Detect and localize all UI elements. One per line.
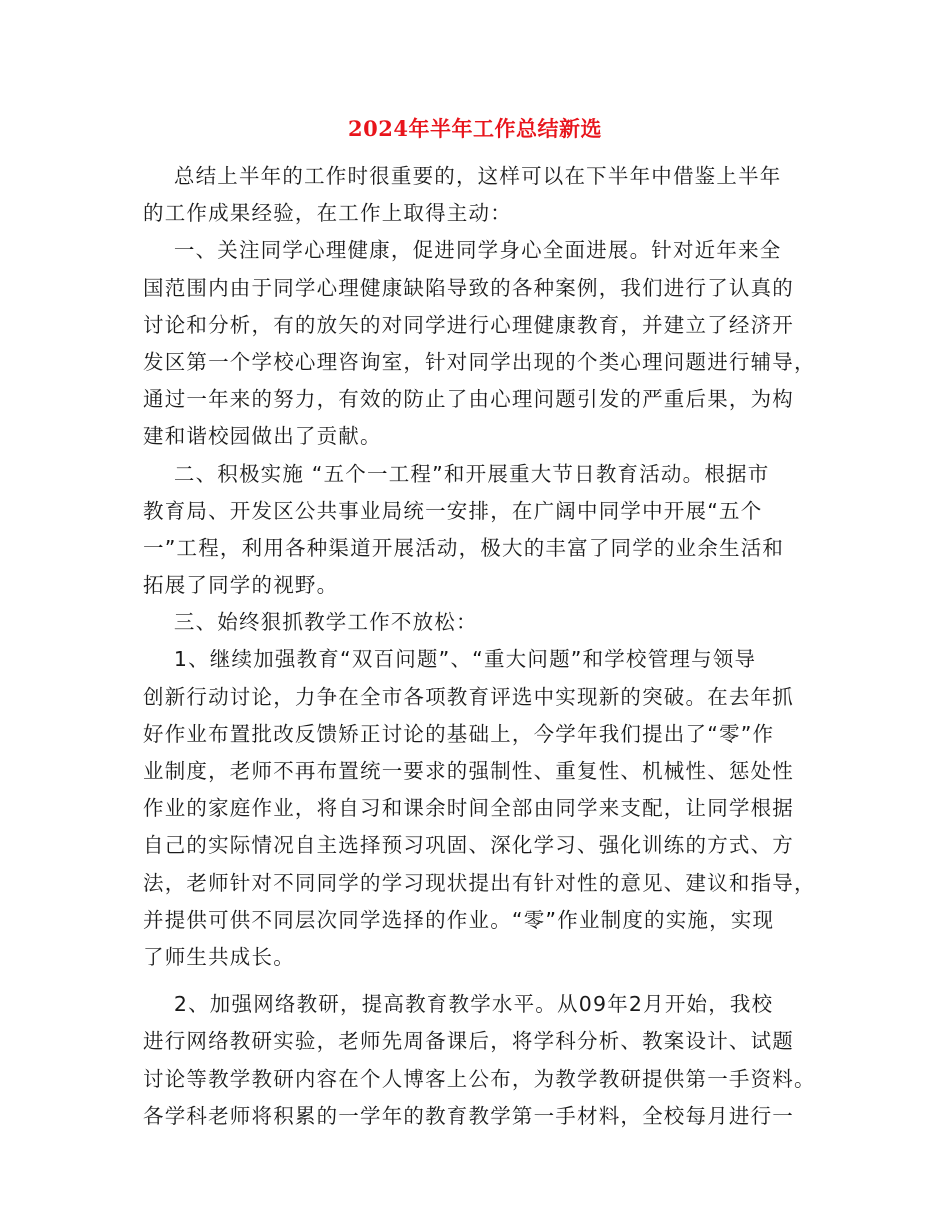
body-line: 三、始终狠抓教学工作不放松： [143, 610, 478, 635]
body-line: 通过一年来的努力，有效的防止了由心理问题引发的严重后果，为构 [143, 387, 794, 412]
body-line: 总结上半年的工作时很重要的，这样可以在下半年中借鉴上半年 [143, 164, 782, 188]
body-line: 发区第一个学校心理咨询室，针对同学出现的个类心理问题进行辅导， [143, 349, 816, 374]
body-line: 2、加强网络教研，提高教育教学水平。从09年2月开始，我校 [143, 992, 774, 1017]
body-line: 一、关注同学心理健康，促进同学身心全面进展。针对近年来全 [143, 238, 782, 263]
body-line: 并提供可供不同层次同学选择的作业。“零”作业制度的实施，实现 [143, 907, 775, 932]
body-line: 自己的实际情况自主选择预习巩固、深化学习、强化训练的方式、方 [143, 833, 794, 858]
body-line: 二、积极实施 “五个一工程”和开展重大节日教育活动。根据市 [143, 461, 770, 486]
body-line: 讨论等教学教研内容在个人博客上公布，为教学教研提供第一手资料。 [143, 1066, 816, 1091]
body-line: 讨论和分析，有的放矢的对同学进行心理健康教育，并建立了经济开 [143, 312, 794, 337]
body-line: 作业的家庭作业，将自习和课余时间全部由同学来支配，让同学根据 [143, 796, 794, 821]
body-line: 创新行动讨论，力争在全市各项教育评选中实现新的突破。在去年抓 [143, 684, 794, 709]
body-line: 各学科老师将积累的一学年的教育教学第一手材料，全校每月进行一 [143, 1103, 794, 1128]
body-line: 一”工程，利用各种渠道开展活动，极大的丰富了同学的业余生活和 [143, 535, 785, 560]
body-line: 业制度，老师不再布置统一要求的强制性、重复性、机械性、惩处性 [143, 759, 794, 783]
body-line: 教育局、开发区公共事业局统一安排，在广阔中同学中开展“五个 [143, 498, 763, 523]
body-line: 拓展了同学的视野。 [143, 573, 339, 598]
body-line: 建和谐校园做出了贡献。 [143, 424, 382, 449]
body-line: 了师生共成长。 [143, 944, 295, 969]
body-line: 国范围内由于同学心理健康缺陷导致的各种案例，我们进行了认真的 [143, 275, 794, 300]
body-line: 法，老师针对不同同学的学习现状提出有针对性的意见、建议和指导， [143, 870, 816, 895]
body-line: 好作业布置批改反馈矫正讨论的基础上，今学年我们提出了“零”作 [143, 721, 775, 746]
body-line: 的工作成果经验，在工作上取得主动： [143, 201, 512, 226]
paragraph-gap [143, 976, 807, 986]
body-line: 进行网络教研实验，老师先周备课后，将学科分析、教案设计、试题 [143, 1029, 794, 1054]
document-body [143, 158, 816, 1135]
document-title: 2024年半年工作总结新选 [348, 116, 602, 141]
body-line: 1、继续加强教育“双百问题”、“重大问题”和学校管理与领导 [143, 647, 757, 672]
